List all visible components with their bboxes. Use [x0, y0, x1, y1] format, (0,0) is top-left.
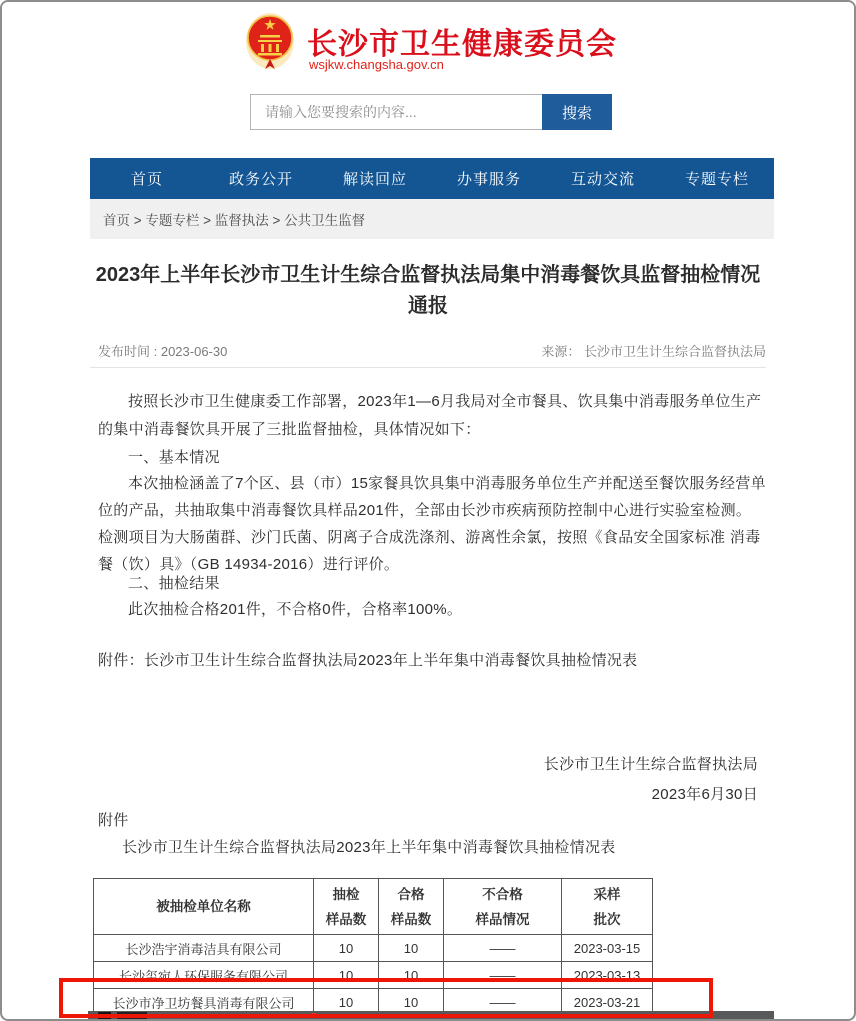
col-header-sampled: 抽检 样品数 — [314, 879, 379, 935]
cell-unqualified: —— — [444, 935, 562, 962]
cutoff-orange-dot — [331, 1014, 335, 1017]
cell-sampled: 10 — [314, 989, 379, 1016]
attachment-line: 附件：长沙市卫生计生综合监督执法局2023年上半年集中消毒餐饮具抽检情况表 — [98, 652, 638, 669]
nav-item-services[interactable]: 办事服务 — [456, 171, 521, 188]
search-input[interactable] — [250, 94, 542, 130]
search-button[interactable]: 搜索 — [542, 94, 612, 130]
cell-batch: 2023-03-13 — [562, 962, 653, 989]
cell-unit-name: 长沙市净卫坊餐具消毒有限公司 — [94, 989, 314, 1016]
nav-item-interaction[interactable]: 互动交流 — [570, 171, 635, 188]
article-meta — [90, 337, 766, 368]
col-header-unit-name: 被抽检单位名称 — [94, 879, 314, 935]
publish-date: 发布时间 : 2023-06-30 — [98, 344, 228, 359]
appendix-label: 附件 — [98, 812, 129, 829]
nav-item-home[interactable]: 首页 — [130, 171, 163, 188]
source-label: 来源： 长沙市卫生计生综合监督执法局 — [541, 344, 766, 359]
section-heading-1: 一、基本情况 — [128, 449, 220, 466]
cutoff-red-dot — [312, 1013, 316, 1017]
col-header-batch: 采样 批次 — [562, 879, 653, 935]
nav-item-special-topics[interactable]: 专题专栏 — [684, 171, 749, 188]
national-emblem-icon — [245, 11, 295, 75]
paragraph-results: 此次抽检合格201件，不合格0件，合格率100%。 — [128, 601, 463, 618]
site-url: wsjkw.changsha.gov.cn — [309, 57, 444, 72]
signature-date: 2023年6月30日 — [651, 786, 758, 803]
article — [90, 239, 766, 1011]
cell-unqualified: —— — [444, 962, 562, 989]
main-nav — [90, 158, 774, 199]
nav-item-interpretation[interactable]: 解读回应 — [342, 171, 407, 188]
cell-qualified: 10 — [379, 962, 444, 989]
cell-qualified: 10 — [379, 935, 444, 962]
cell-batch: 2023-03-15 — [562, 935, 653, 962]
cutoff-bottom-bar — [88, 1011, 774, 1021]
breadcrumb[interactable]: 首页 > 专题专栏 > 监督执法 > 公共卫生监督 — [90, 199, 774, 239]
paragraph-intro: 按照长沙市卫生健康委工作部署，2023年1—6月我局对全市餐具、饮具集中消毒服务单位生产的集中消毒餐饮具开展了三批监督抽检，具体情况如下： — [98, 393, 762, 438]
site-title: 长沙市卫生健康委员会 — [307, 28, 617, 61]
section-heading-2: 二、抽检结果 — [128, 575, 220, 592]
search-bar — [250, 94, 612, 130]
paragraph-basic-info: 本次抽检涵盖了7个区、县（市）15家餐具饮具集中消毒服务单位生产并配送至餐饮服务经营单位的产品，共抽取集中消毒餐饮具样品201件，全部由长沙市疾病预防控制中心进行实验室检测。检测项目为大肠菌群、沙门氏菌、阴离子合成洗涤剂、游离性余氯，按照《食品安全国家标准 消毒餐（饮）具》（GB 14934-2016）进行评价。 — [98, 475, 766, 573]
signature-org: 长沙市卫生计生综合监督执法局 — [543, 756, 758, 773]
nav-item-gov-info[interactable]: 政务公开 — [228, 171, 293, 188]
table-header-row — [94, 879, 653, 935]
cell-sampled: 10 — [314, 935, 379, 962]
cell-unit-name: 长沙玺宛人环保服务有限公司 — [94, 962, 314, 989]
cell-unqualified: —— — [444, 989, 562, 1016]
cutoff-dark-block — [98, 1012, 111, 1020]
appendix-title: 长沙市卫生计生综合监督执法局2023年上半年集中消毒餐饮具抽检情况表 — [122, 839, 616, 856]
table-row — [94, 962, 653, 989]
inspection-table — [93, 878, 653, 1016]
cell-sampled: 10 — [314, 962, 379, 989]
cell-batch: 2023-03-21 — [562, 989, 653, 1016]
cell-unit-name: 长沙浩宇消毒洁具有限公司 — [94, 935, 314, 962]
table-row — [94, 935, 653, 962]
col-header-qualified: 合格 样品数 — [379, 879, 444, 935]
cell-qualified: 10 — [379, 989, 444, 1016]
article-title: 2023年上半年长沙市卫生计生综合监督执法局集中消毒餐饮具监督抽检情况通报 — [95, 264, 761, 317]
site-header — [2, 2, 854, 90]
col-header-unqualified: 不合格 样品情况 — [444, 879, 562, 935]
cutoff-dark-block — [117, 1012, 147, 1020]
